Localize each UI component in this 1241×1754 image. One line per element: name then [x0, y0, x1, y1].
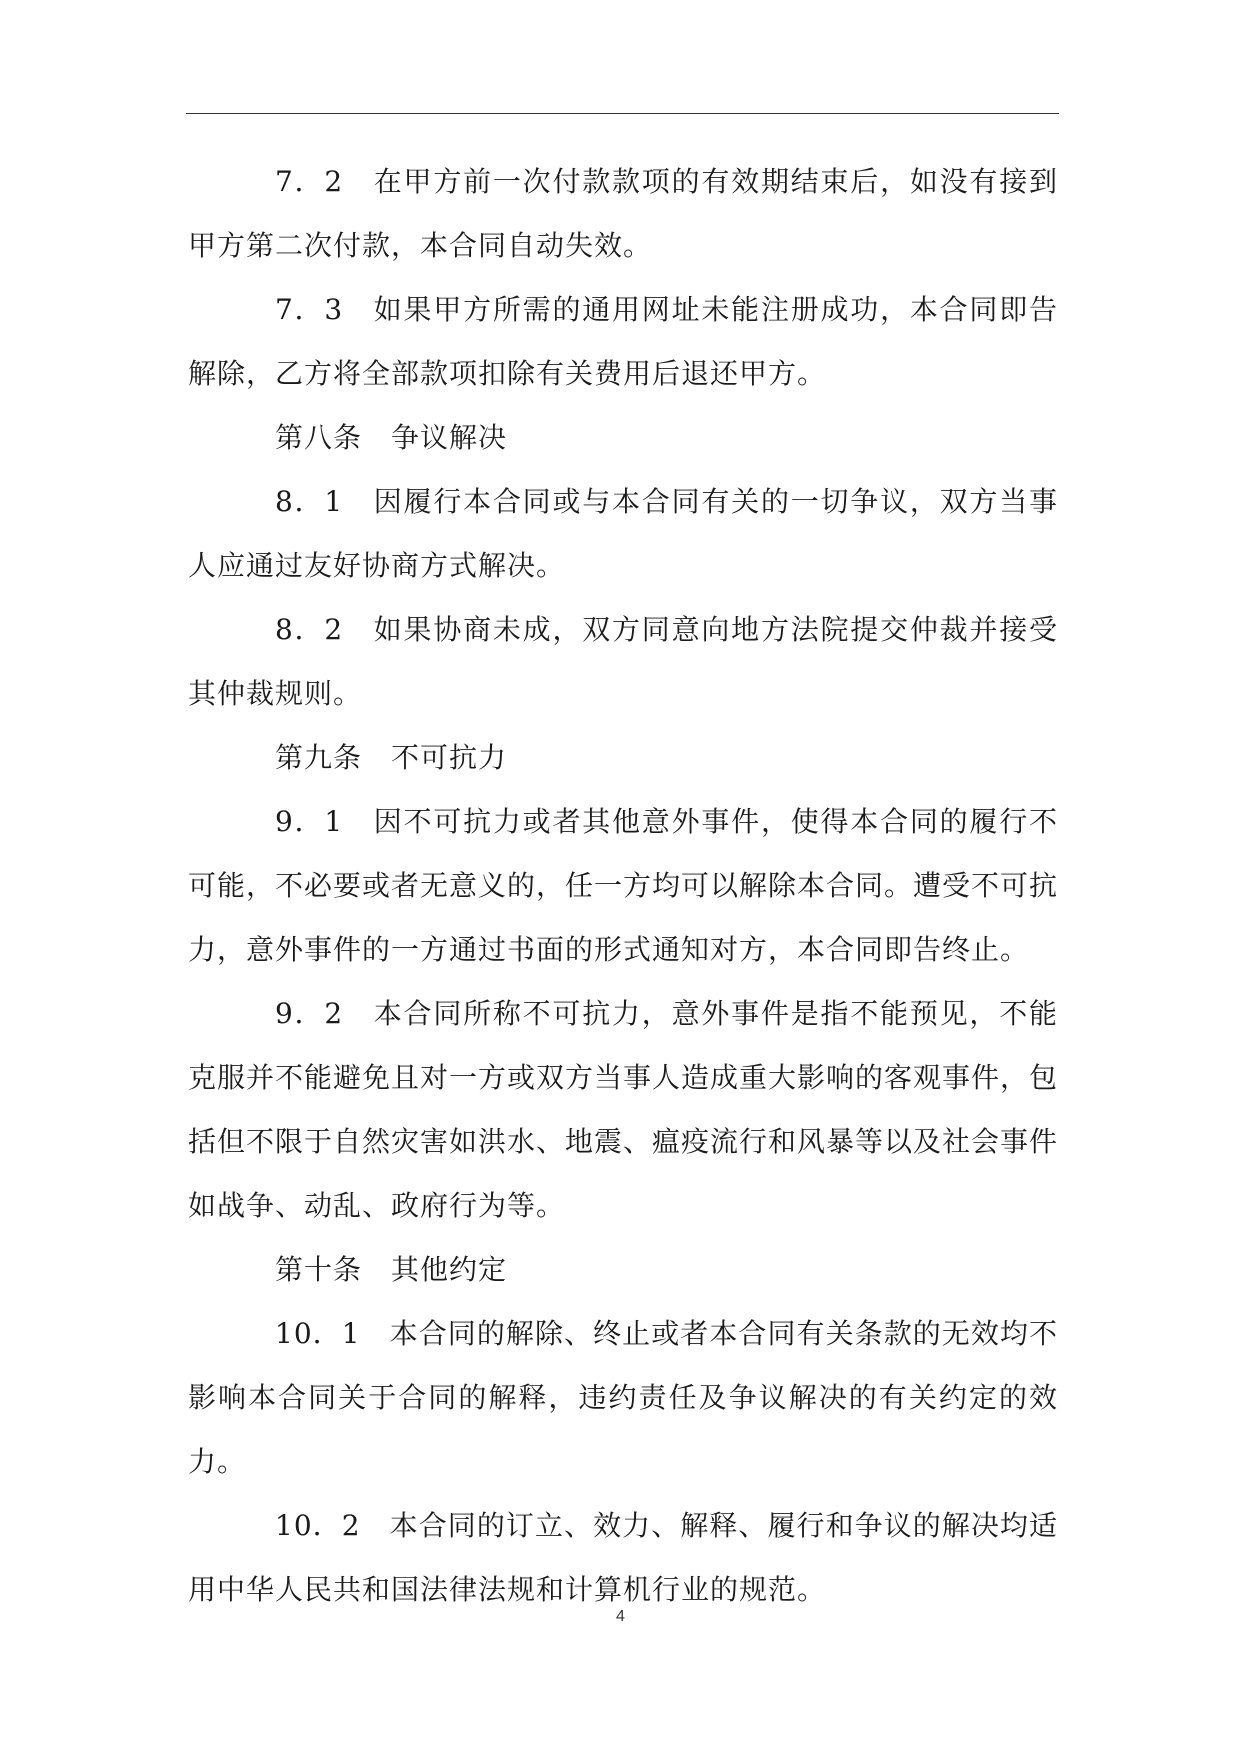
article-9-heading: 第九条 不可抗力	[275, 741, 508, 774]
clause-8-2: 8．2 如果协商未成，双方同意向地方法院提交仲裁并接受其仲裁规则。	[188, 613, 1058, 710]
page-number: 4	[616, 1608, 625, 1625]
article-8-heading: 第八条 争议解决	[275, 421, 508, 454]
clause-7-3: 7．3 如果甲方所需的通用网址未能注册成功，本合同即告解除，乙方将全部款项扣除有关费用后退还甲方。	[188, 293, 1058, 390]
clause-9-2: 9．2 本合同所称不可抗力，意外事件是指不能预见，不能克服并不能避免且对一方或双方当事人造成重大影响的客观事件，包括但不限于自然灾害如洪水、地震、瘟疫流行和风暴等以及社会事件如战争、动乱、政府行为等。	[188, 997, 1059, 1222]
clause-8-1: 8．1 因履行本合同或与本合同有关的一切争议，双方当事人应通过友好协商方式解决。	[188, 485, 1058, 582]
header-rule	[186, 113, 1059, 114]
clause-9-1: 9．1 因不可抗力或者其他意外事件，使得本合同的履行不可能，不必要或者无意义的，任一方均可以解除本合同。遭受不可抗力，意外事件的一方通过书面的形式通知对方，本合同即告终止。	[188, 805, 1059, 966]
article-10-heading: 第十条 其他约定	[275, 1253, 508, 1286]
document-body	[188, 150, 1058, 1622]
clause-10-2: 10．2 本合同的订立、效力、解释、履行和争议的解决均适用中华人民共和国法律法规和计算机行业的规范。	[188, 1509, 1058, 1606]
clause-7-2: 7．2 在甲方前一次付款款项的有效期结束后，如没有接到甲方第二次付款，本合同自动失效。	[188, 165, 1058, 262]
clause-10-1: 10．1 本合同的解除、终止或者本合同有关条款的无效均不影响本合同关于合同的解释，违约责任及争议解决的有关约定的效力。	[188, 1317, 1058, 1478]
